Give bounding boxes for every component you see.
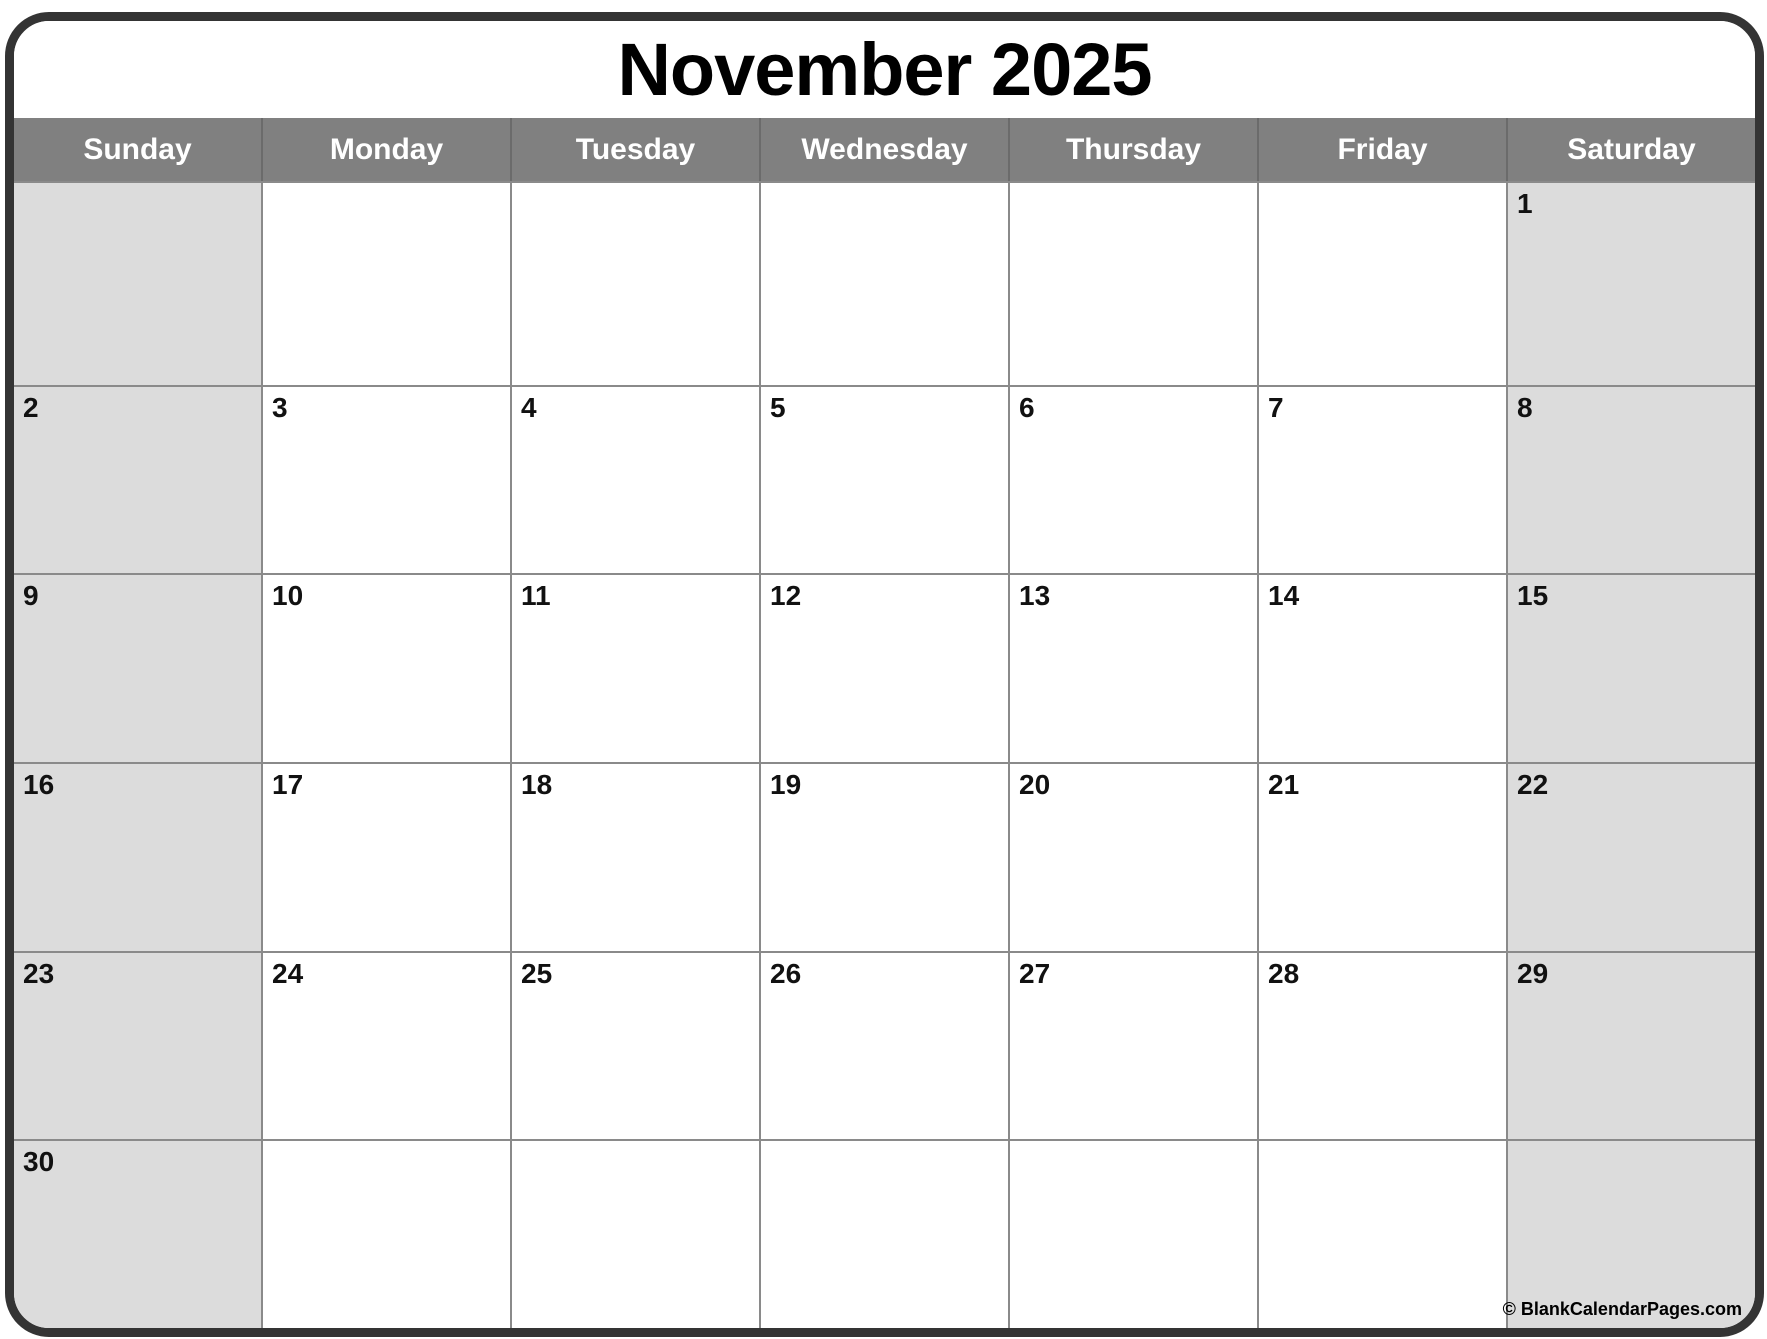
day-cell — [1257, 183, 1506, 385]
day-cell: 21 — [1257, 764, 1506, 951]
week-row-4 — [14, 762, 1755, 951]
weekday-header-row — [14, 118, 1755, 181]
day-cell: 28 — [1257, 953, 1506, 1140]
weekday-header-saturday: Saturday — [1506, 118, 1755, 181]
day-cell: 8 — [1506, 387, 1755, 574]
day-cell: 1 — [1506, 183, 1755, 385]
day-cell: 12 — [759, 575, 1008, 762]
day-cell — [1502, 1141, 1755, 1328]
day-cell: 26 — [759, 953, 1008, 1140]
day-cell: 5 — [759, 387, 1008, 574]
week-row-2 — [14, 385, 1755, 574]
weekday-header-thursday: Thursday — [1008, 118, 1257, 181]
day-cell — [759, 1141, 1008, 1328]
day-cell — [14, 183, 261, 385]
day-cell: 19 — [759, 764, 1008, 951]
day-cell — [759, 183, 1008, 385]
day-cell: 11 — [510, 575, 759, 762]
week-row-3 — [14, 573, 1755, 762]
weekday-header-friday: Friday — [1257, 118, 1506, 181]
day-cell: 22 — [1506, 764, 1755, 951]
day-cell: 2 — [14, 387, 261, 574]
day-cell: 27 — [1008, 953, 1257, 1140]
day-cell: 24 — [261, 953, 510, 1140]
day-cell — [510, 1141, 759, 1328]
week-row-5 — [14, 951, 1755, 1140]
day-cell — [1257, 1141, 1506, 1328]
day-cell — [1008, 1141, 1257, 1328]
day-cell: 7 — [1257, 387, 1506, 574]
day-cell: 20 — [1008, 764, 1257, 951]
day-cell: 9 — [14, 575, 261, 762]
day-cell — [261, 183, 510, 385]
day-cell: 13 — [1008, 575, 1257, 762]
day-cell: 29 — [1506, 953, 1755, 1140]
day-cell: 3 — [261, 387, 510, 574]
day-cell: 25 — [510, 953, 759, 1140]
day-cell: 16 — [14, 764, 261, 951]
day-cell: 10 — [261, 575, 510, 762]
weeks-grid — [14, 181, 1755, 1328]
day-cell: 30 — [14, 1141, 261, 1328]
weekday-header-sunday: Sunday — [83, 132, 192, 166]
day-cell: 17 — [261, 764, 510, 951]
week-row-6 — [14, 1139, 1755, 1328]
weekday-header-tuesday: Tuesday — [510, 118, 759, 181]
copyright-text: © BlankCalendarPages.com — [1502, 1299, 1742, 1319]
weekday-header-wednesday: Wednesday — [759, 118, 1008, 181]
day-cell: 4 — [510, 387, 759, 574]
calendar-page — [5, 12, 1764, 1337]
day-cell: 6 — [1008, 387, 1257, 574]
day-cell: 14 — [1257, 575, 1506, 762]
day-cell — [261, 1141, 510, 1328]
title-band — [14, 21, 1755, 118]
day-cell: 15 — [1506, 575, 1755, 762]
day-cell: 18 — [510, 764, 759, 951]
day-cell: 23 — [14, 953, 261, 1140]
day-cell — [1008, 183, 1257, 385]
day-cell — [510, 183, 759, 385]
weekday-header-monday: Monday — [261, 118, 510, 181]
month-title: November 2025 — [617, 27, 1152, 111]
week-row-1 — [14, 181, 1755, 385]
